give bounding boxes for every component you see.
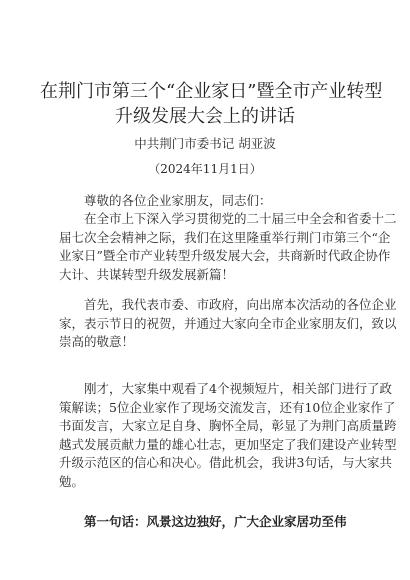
paragraph-line: 刚才，大家集中观看了4个视频短片，相关部门进行了政 <box>84 381 392 396</box>
paragraph-line: 大计、共谋转型升级发展新篇！ <box>59 266 235 282</box>
paragraph-line: 升级示范区的信心和决心。借此机会，我讲3句话，与大家共 <box>59 455 392 470</box>
section-heading: 第一句话：风景这边独好，广大企业家居功至伟 <box>84 514 347 529</box>
paragraph-line: 策解读；5位企业家作了现场交流发言，还有10位企业家作了 <box>59 399 396 415</box>
paragraph-line: 家，表示节日的祝贺，并通过大家向全市企业家朋友们，致以 <box>59 315 397 331</box>
paragraph-line: 首先，我代表市委、市政府，向出席本次活动的各位企业 <box>84 297 397 312</box>
document-author: 中共荆门市委书记 胡亚波 <box>134 136 276 151</box>
salutation-text: 尊敬的各位企业家朋友，同志们： <box>84 193 272 208</box>
salutation <box>59 192 359 211</box>
paragraph-line: 业家日”暨全市产业转型升级发展大会，共商新时代政企协作 <box>59 248 391 263</box>
paragraph-line: 在全市上下深入学习贯彻党的二十届三中全会和省委十二 <box>84 211 397 226</box>
paragraph-3 <box>59 380 397 491</box>
paragraph-line: 崇高的敬意！ <box>59 334 135 349</box>
paragraph-line: 勉。 <box>59 473 85 489</box>
paragraph-line: 届七次全会精神之际，我们在这里隆重举行荆门市第三个“企 <box>59 229 391 245</box>
paragraph-2 <box>59 296 397 352</box>
paragraph-1 <box>59 210 397 284</box>
paragraph-line: 书面发言，大家立足自身、胸怀全局，彰显了为荆门高质量跨 <box>59 418 397 433</box>
document-date: （2024年11月1日） <box>148 162 262 176</box>
document-title-line-2: 升级发展大会上的讲话 <box>115 106 295 127</box>
document-title-line-1: 在荆门市第三个“企业家日”暨全市产业转型 <box>40 81 383 102</box>
paragraph-line: 越式发展贡献力量的雄心壮志，更加坚定了我们建设产业转型 <box>59 436 397 452</box>
